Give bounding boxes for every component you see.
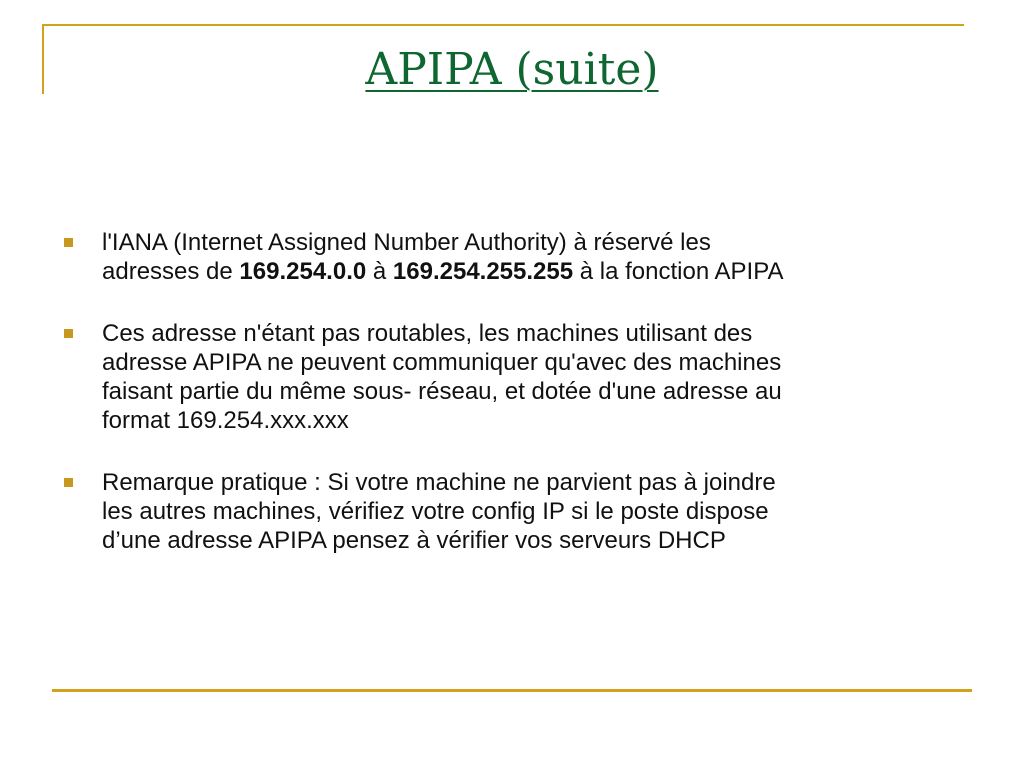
bullet-text: adresses de (102, 258, 240, 285)
bullet-text-line: Remarque pratique : Si votre machine ne parvient pas à joindre (102, 469, 776, 496)
bullet-text-line (102, 257, 962, 286)
bullet-text-line: faisant partie du même sous- réseau, et dotée d'une adresse au (102, 378, 782, 405)
bullet-text-line: adresse APIPA ne peuvent communiquer qu'avec des machines (102, 349, 782, 376)
frame-top-rule (42, 24, 964, 26)
bullet-item-iana (62, 228, 962, 286)
slide-title: APIPA (suite) (365, 44, 659, 95)
square-bullet-icon (64, 238, 73, 247)
bullet-text-line: Ces adresse n'étant pas routables, les machines utilisant des (102, 320, 753, 347)
bullet-item-routing (62, 319, 962, 435)
square-bullet-icon (64, 329, 73, 338)
bullet-text-line: format 169.254.xxx.xxx (102, 407, 349, 434)
ip-range-end: 169.254.255.255 (392, 258, 574, 285)
bullet-text: à la fonction APIPA (573, 258, 784, 285)
frame-bottom-rule (52, 689, 972, 692)
bullet-list (62, 228, 962, 588)
bullet-text-line: les autres machines, vérifiez votre config IP si le poste dispose (102, 498, 769, 525)
bullet-text-line: d’une adresse APIPA pensez à vérifier vos serveurs DHCP (102, 527, 726, 554)
bullet-text-line: l'IANA (Internet Assigned Number Authority) à réservé les (102, 229, 711, 256)
bullet-text: à (366, 258, 393, 285)
square-bullet-icon (64, 478, 73, 487)
ip-range-start: 169.254.0.0 (239, 258, 367, 285)
bullet-item-remark (62, 468, 962, 555)
